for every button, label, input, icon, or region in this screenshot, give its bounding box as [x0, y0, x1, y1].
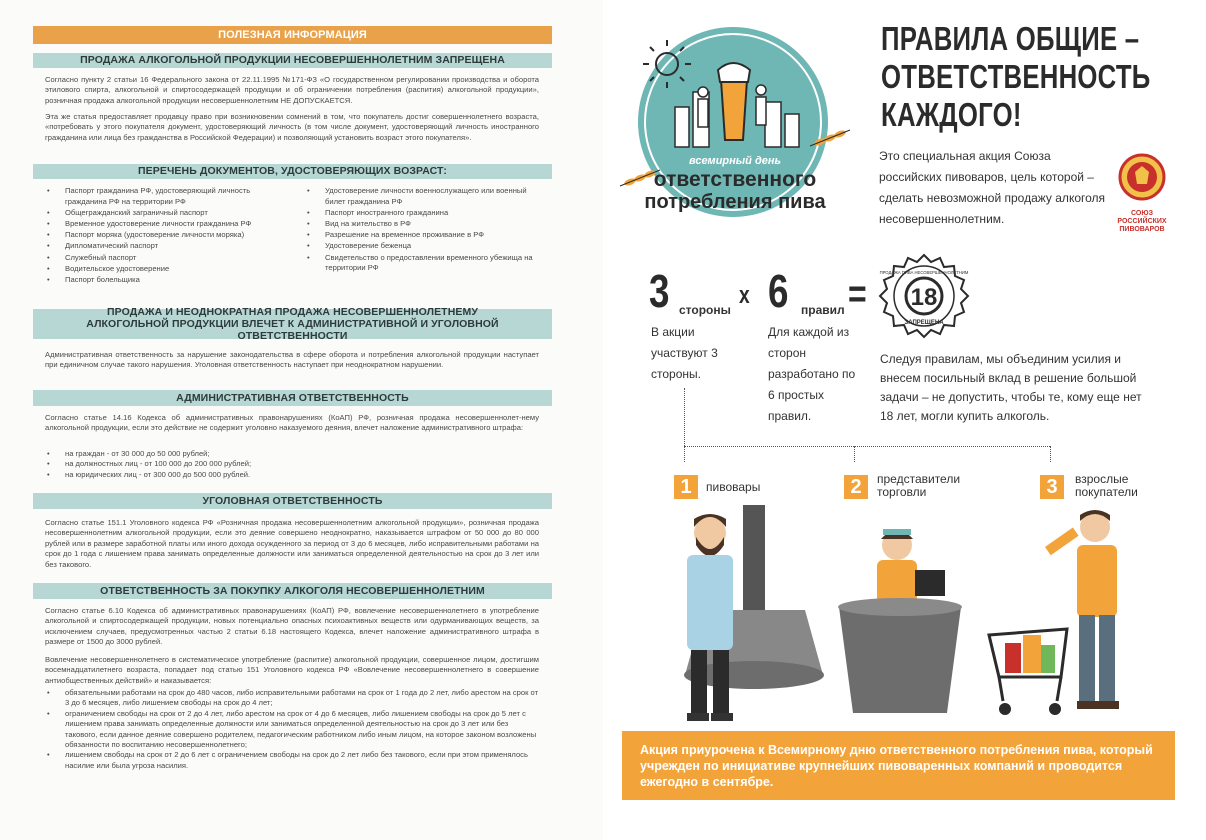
penalty-item: • ограничением свободы на срок от 2 до 4 лет, либо арестом на срок от 4 до 6 месяцев, либо лишением свободы на срок до 5 лет с лишением права занимать определенные должности или заниматься определенной деятельностью на срок до 3 лет или без такового, если данное деяние совершено родителем, педагогическим работником либо иным лицом, на которое законом возложены обязанности по воспитанию несовершеннолетнего;: [45, 709, 539, 751]
repeat-text: Административная ответственность за нарушение законодательства в сфере оборота и потребления алкогольной продукции наступает при единичном случае такого нарушения. Уголовная ответственность наступает при неоднократном нарушении.: [45, 350, 539, 370]
header-repeat-sale: ПРОДАЖА И НЕОДНОКРАТНАЯ ПРОДАЖА НЕСОВЕРШЕННОЛЕТНЕМУ АЛКОГОЛЬНОЙ ПРОДУКЦИИ ВЛЕЧЕТ К АДМИНИСТРАТИВНОЙ И УГОЛОВНОЙ ОТВЕТСТВЕННОСТИ: [33, 309, 552, 339]
document-item: • Дипломатический паспорт: [45, 241, 280, 252]
document-item: • Служебный паспорт: [45, 253, 280, 264]
document-item: • Разрешение на временное проживание в РФ: [305, 230, 540, 241]
documents-list-left: [45, 186, 280, 286]
documents-list-right: [305, 186, 540, 274]
header-documents: ПЕРЕЧЕНЬ ДОКУМЕНТОВ, УДОСТОВЕРЯЮЩИХ ВОЗРАСТ:: [33, 164, 552, 179]
role-3-label: взрослые покупатели: [1075, 472, 1138, 499]
fine-item: • на юридических лиц - от 300 000 до 500 000 рублей.: [45, 470, 539, 480]
purchase-penalties-list: [45, 688, 539, 771]
age-18-badge: [878, 252, 970, 344]
document-item: • Удостоверение беженца: [305, 241, 540, 252]
document-item: • Свидетельство о предоставлении временного убежища на территории РФ: [305, 253, 540, 274]
connector-horizontal: [684, 446, 1050, 447]
header-useful-info: ПОЛЕЗНАЯ ИНФОРМАЦИЯ: [33, 26, 552, 44]
equation-num-6: 6: [768, 265, 789, 317]
desc-sides: В акции участвуют 3 стороны.: [651, 325, 718, 381]
header-purchase: ОТВЕТСТВЕННОСТЬ ЗА ПОКУПКУ АЛКОГОЛЯ НЕСОВЕРШЕННОЛЕТНИМ: [33, 583, 552, 599]
event-logo: [615, 22, 855, 232]
logo-text-1: всемирный день: [688, 155, 782, 167]
header-criminal: УГОЛОВНАЯ ОТВЕТСТВЕННОСТЬ: [33, 493, 552, 509]
role-1-label: пивовары: [706, 480, 761, 494]
title-line-3: КАЖДОГО!: [881, 96, 1022, 133]
document-item: • Паспорт иностранного гражданина: [305, 208, 540, 219]
shopping-cart-icon: [989, 629, 1067, 715]
document-item: • Временное удостоверение личности гражданина РФ: [45, 219, 280, 230]
seller-illustration: [835, 515, 965, 715]
union-label-3: ПИВОВАРОВ: [1119, 226, 1165, 233]
union-label-1: СОЮЗ: [1131, 210, 1153, 217]
document-item: • Водительское удостоверение: [45, 264, 280, 275]
bottom-banner: Акция приурочена к Всемирному дню ответственного потребления пива, который учрежден по инициативе крупнейших пивоваренных компаний и проводится ежегодно в сентябре.: [622, 731, 1175, 800]
connector-drop-3: [1050, 446, 1051, 462]
badge-number: 18: [910, 284, 938, 311]
document-item: • Паспорт моряка (удостоверение личности моряка): [45, 230, 280, 241]
intro-text: Это специальная акция Союза российских пивоваров, цель которой – сделать невозможной продажу алкоголя несовершеннолетним.: [879, 149, 1106, 226]
title-line-1: ПРАВИЛА ОБЩИЕ –: [881, 20, 1140, 57]
header-admin: АДМИНИСТРАТИВНАЯ ОТВЕТСТВЕННОСТЬ: [33, 390, 552, 406]
document-item: • Удостоверение личности военнослужащего или военный билет гражданина РФ: [305, 186, 540, 207]
equation-times: x: [739, 282, 750, 309]
document-item: • Общегражданский заграничный паспорт: [45, 208, 280, 219]
union-label-2: РОССИЙСКИХ: [1117, 218, 1167, 225]
penalty-item: • лишением свободы на срок от 2 до 6 лет с ограничением свободы на срок до 2 лет либо без такового, если при этом применялось насилие или была угроза насилия.: [45, 750, 539, 771]
equation-num-3: 3: [649, 265, 670, 317]
role-2-number: 2: [844, 475, 868, 499]
admin-text: Согласно статье 14.16 Кодекса об административных правонарушениях (КоАП) РФ, розничная продажа несовершеннолет-нему алкогольной продукции, если это действие не содержит уголовно наказуемого деяния, влечет наложение административного штрафа:: [45, 413, 539, 433]
document-item: • Паспорт гражданина РФ, удостоверяющий личность гражданина РФ на территории РФ: [45, 186, 280, 207]
connector-drop-2: [854, 446, 855, 462]
badge-text-bottom: ЗАПРЕЩЕНА: [904, 320, 944, 326]
role-2-label: представители торговли: [877, 472, 961, 499]
ban-text-2: Эта же статья предоставляет продавцу право при возникновении сомнений в том, что покупатель достиг совершеннолетнего возраста, «потребовать у этого покупателя документ, удостоверяющий личность (в том числе документ, удостоверяющий личность иностранного гражданина или лица без гражданства в Российской Федерации) и позволяющий установить возраст этого покупателя».: [45, 112, 539, 142]
purchase-text-2: Вовлечение несовершеннолетнего в систематическое употребление (распитие) алкогольной продукции, совершенное лицом, достигшим восемнадцатилетнего возраста, попадает под статью 151 Уголовного кодекса РФ «Вовлечение несовершеннолетнего в совершение антиобщественных действий» и наказывается:: [45, 655, 539, 685]
document-item: • Вид на жительство в РФ: [305, 219, 540, 230]
fine-item: • на граждан - от 30 000 до 50 000 рублей;: [45, 449, 539, 459]
header-sale-ban: ПРОДАЖА АЛКОГОЛЬНОЙ ПРОДУКЦИИ НЕСОВЕРШЕННОЛЕТНИМ ЗАПРЕЩЕНА: [33, 53, 552, 68]
admin-fines-list: [45, 449, 539, 480]
follow-rules-text: Следуя правилам, мы объединим усилия и внесем посильный вклад в решение большой задачи – не допустить, чтобы те, кому еще нет 18 лет, могли купить алкоголь.: [880, 352, 1142, 423]
desc-rules: Для каждой из сторон разработано по 6 простых правил.: [768, 325, 856, 423]
connector-vertical: [684, 388, 685, 462]
brewers-union-emblem-icon: [1117, 152, 1167, 202]
brewer-illustration: [663, 505, 853, 730]
ban-text: Согласно пункту 2 статьи 16 Федерального закона от 22.11.1995 №171-ФЗ «О государственном регулировании производства и оборота этилового спирта, алкогольной и спиртосодержащей продукции и об ограничении потребления (распития) алкогольной продукции», розничная продажа алкогольной продукции несовершеннолетним НЕ ДОПУСКАЕТСЯ.: [45, 75, 539, 105]
right-page: [603, 0, 1206, 840]
role-3-number: 3: [1040, 475, 1064, 499]
title-line-2: ОТВЕТСТВЕННОСТЬ: [881, 58, 1151, 95]
document-item: • Паспорт болельщика: [45, 275, 280, 286]
penalty-item: • обязательными работами на срок до 480 часов, либо исправительными работами на срок от 1 года до 2 лет, либо арестом на срок от 3 до 6 месяцев, либо лишением свободы на срок до 4 лет;: [45, 688, 539, 709]
badge-text-top: ПРОДАЖА ПИВА НЕСОВЕРШЕННОЛЕТНИМ: [879, 270, 969, 275]
buyer-illustration: [985, 505, 1165, 720]
equation-word-rules: правил: [801, 303, 845, 317]
logo-text-3: потребления пива: [644, 191, 826, 213]
logo-text-2: ответственного: [653, 168, 817, 191]
criminal-text: Согласно статье 151.1 Уголовного кодекса РФ «Розничная продажа несовершеннолетним алкогольной продукции», розничная продажа несовершеннолетним алкогольной продукции, если это деяние совершено неоднократно, наказывается штрафом от 50 000 до 80 000 рублей или в размере заработной платы или иного дохода осужденного за период от 3 до 6 месяцев, либо исправительными работами на срок до 1 года с лишением права занимать определенные должности или заниматься определенной деятельностью на срок до 3 лет или без такового.: [45, 518, 539, 569]
fine-item: • на должностных лиц - от 100 000 до 200 000 рублей;: [45, 459, 539, 469]
equation-equals: =: [848, 272, 867, 316]
role-1-number: 1: [674, 475, 698, 499]
equation-word-sides: стороны: [679, 303, 731, 317]
purchase-text: Согласно статье 6.10 Кодекса об административных правонарушениях (КоАП) РФ, вовлечение несовершеннолетнего в употребление алкогольной и спиртосодержащей продукции, новых потенциально опасных психоактивных веществ или одурманивающих веществ, за исключением случаев, предусмотренных частью 2 статьи 6.18 настоящего Кодекса, влечет наложение административного штрафа в размере от 1500 до 3000 рублей.: [45, 606, 539, 647]
